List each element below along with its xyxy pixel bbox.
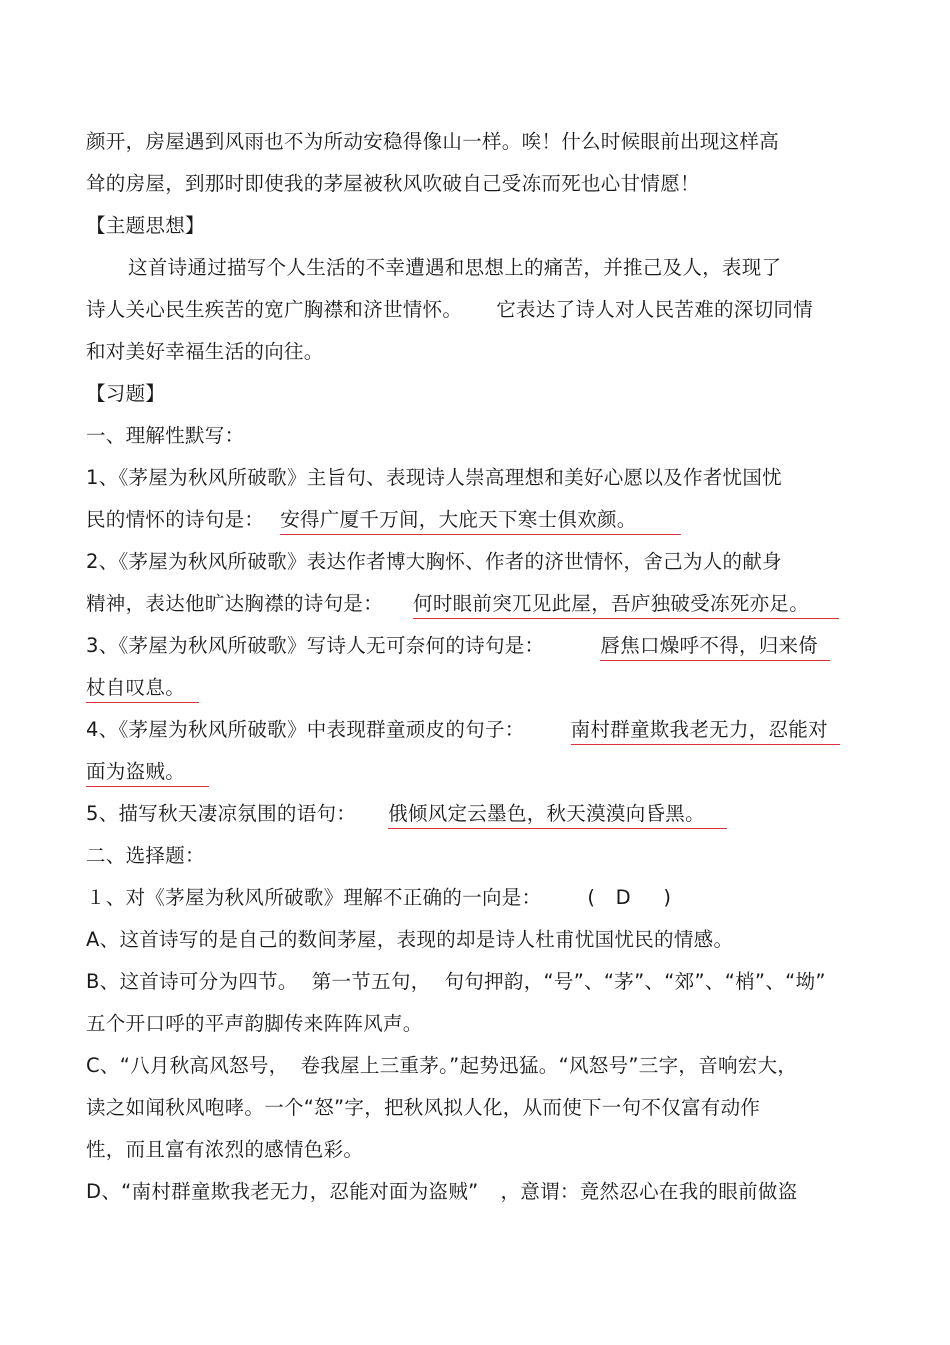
q5-answer: 俄倾风定云墨色，秋天漠漠向昏黑。: [388, 801, 727, 829]
q1-line-2: [86, 506, 681, 535]
q5-prompt: 5、描写秋天凄凉氛围的语句：: [86, 802, 357, 825]
theme-line-3: 和对美好幸福生活的向往。: [86, 340, 324, 363]
option-b-line-1: [86, 968, 826, 996]
choice-q1-question: １、对《茅屋为秋风所破歌》理解不正确的一向是：: [86, 886, 542, 909]
q3-answer-part-b: 杖自叹息。: [86, 675, 199, 703]
option-d-line-1: [86, 1178, 798, 1206]
option-a: A、这首诗写的是自己的数间茅屋，表现的却是诗人杜甫忧国忧民的情感。: [86, 928, 734, 951]
translation-line-2: 耸的房屋，到那时即使我的茅屋被秋风吹破自己受冻而死也心甘情愿！: [86, 172, 700, 195]
q4-answer-part-b: 面为盗贼。: [86, 759, 209, 787]
q1-prompt: 民的情怀的诗句是：: [86, 508, 265, 531]
choice-q1-answer: D: [615, 886, 631, 909]
q4-line-2: [86, 758, 209, 787]
theme-line-2: [86, 296, 813, 324]
exercise-heading: 【习题】: [86, 382, 166, 405]
answer-paren-close: ): [663, 886, 672, 909]
q3-line-2: [86, 674, 199, 703]
theme-line-2-part-a: 诗人关心民生疾苦的宽广胸襟和济世情怀。: [86, 298, 463, 321]
q2-line-1: 2、《茅屋为秋风所破歌》表达作者博大胸怀、作者的济世情怀，舍己为人的献身: [86, 550, 782, 573]
q1-line-1: 1、《茅屋为秋风所破歌》主旨句、表现诗人崇高理想和美好心愿以及作者忧国忧: [86, 466, 782, 489]
q5-line: [86, 800, 727, 829]
option-d-part-a: D、“南村群童欺我老无力，忍能对面为盗贼”: [86, 1180, 479, 1203]
section-two-title: 二、选择题：: [86, 844, 205, 867]
option-c-line-2: 读之如闻秋风咆哮。一个“怒”字，把秋风拟人化，从而使下一句不仅富有动作: [86, 1096, 761, 1119]
option-b-part-a: B、这首诗可分为四节。: [86, 970, 298, 993]
q2-answer: 何时眼前突兀见此屋，吾庐独破受冻死亦足。: [413, 591, 839, 619]
theme-line-2-part-b: 它表达了诗人对人民苦难的深切同情: [496, 298, 814, 321]
option-c-line-3: 性，而且富有浓烈的感情色彩。: [86, 1138, 364, 1161]
option-b-line-2: 五个开口呼的平声韵脚传来阵阵风声。: [86, 1012, 423, 1035]
choice-q1-stem: [86, 884, 671, 912]
translation-line-1: 颜开，房屋遇到风雨也不为所动安稳得像山一样。唉！什么时候眼前出现这样高: [86, 130, 780, 153]
q4-prompt: 4、《茅屋为秋风所破歌》中表现群童顽皮的句子：: [86, 718, 525, 741]
option-c-line-1: [86, 1052, 797, 1080]
theme-line-1: 这首诗通过描写个人生活的不幸遭遇和思想上的痛苦，并推己及人，表现了: [128, 256, 782, 279]
q1-answer: 安得广厦千万间，大庇天下寒士俱欢颜。: [280, 507, 680, 535]
q3-answer-part-a: 唇焦口燥呼不得，归来倚: [600, 633, 830, 661]
option-b-part-c: 句句押韵，“号”、“茅”、“郊”、“梢”、“坳”: [444, 970, 826, 993]
option-d-part-b: ，意谓：竟然忍心在我的眼前做盗: [500, 1180, 798, 1203]
section-one-title: 一、理解性默写：: [86, 424, 245, 447]
q4-line-1: [86, 716, 840, 745]
q2-prompt: 精神，表达他旷达胸襟的诗句是：: [86, 592, 384, 615]
q2-line-2: [86, 590, 839, 619]
answer-paren-open: (: [587, 886, 596, 909]
option-c-part-b: 卷我屋上三重茅。”起势迅猛。“风怒号”三字，音响宏大，: [300, 1054, 798, 1077]
q4-answer-part-a: 南村群童欺我老无力，忍能对: [571, 717, 840, 745]
option-c-part-a: C、“八月秋高风怒号，: [86, 1054, 289, 1077]
theme-heading: 【主题思想】: [86, 214, 205, 237]
option-b-part-b: 第一节五句，: [311, 970, 431, 993]
q3-line-1: [86, 632, 830, 661]
q3-prompt: 3、《茅屋为秋风所破歌》写诗人无可奈何的诗句是：: [86, 634, 545, 657]
